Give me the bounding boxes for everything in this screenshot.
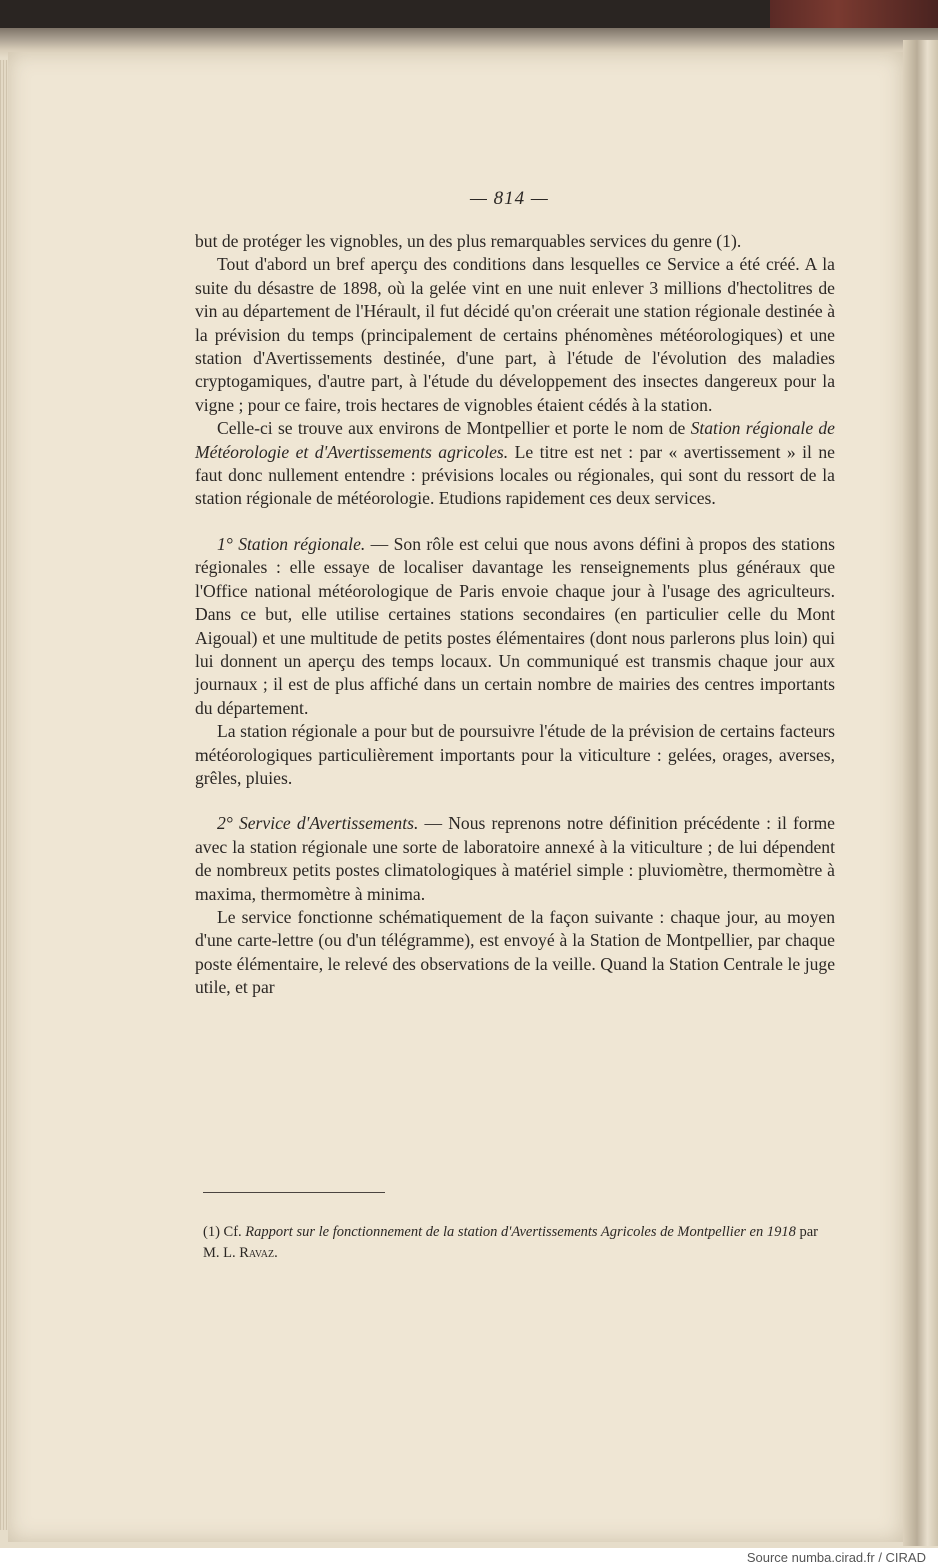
- paragraph-2-text: Tout d'abord un bref aperçu des conditions dans lesquelles ce Service a été créé. A la suite du désastre de 1898, où la gelée vint en une nuit enlever 3 millions d'hectolitres de vin au département de l'Hérault, il fut décidé qu'on créerait une station régionale destinée à la prévision du temps (principalement de certains phénomènes météorologiques) et une station d'Avertissements destinée, d'une part, à l'étude de l'évolution des maladies cryptogamiques, d'autre part, à l'étude du développement des insectes dangereux pour la vigne ; pour ce faire, trois hectares de vignobles étaient cédés à la station.: [195, 254, 835, 415]
- paragraph-1-text: but de protéger les vignobles, un des plus remarquables services du genre (1).: [195, 231, 742, 251]
- footnote-by: par M. L.: [203, 1224, 818, 1261]
- paragraph-2: [195, 253, 835, 417]
- paragraph-3: [195, 417, 835, 511]
- paragraph-6: [195, 812, 835, 906]
- footnote-divider: [203, 1192, 385, 1193]
- body-text: [195, 230, 835, 1000]
- paragraph-4: [195, 533, 835, 720]
- footnote-title: Rapport sur le fonctionnement de la station d'Avertissements Agricoles de Montpellier en 1918: [245, 1224, 796, 1240]
- paragraph-5-text: La station régionale a pour but de poursuivre l'étude de la prévision de certains facteurs météorologiques particulièrement importants pour la viticulture : gelées, orages, averses, grêles, pluies.: [195, 721, 835, 788]
- section-heading-2: 2° Service d'Avertissements.: [217, 813, 419, 834]
- paragraph-1: [195, 230, 835, 253]
- section-heading-1: 1° Station régionale.: [217, 533, 366, 554]
- footnote-author: Ravaz.: [239, 1245, 278, 1261]
- book-binding: [770, 0, 938, 30]
- source-label: Source numba.cirad.fr / CIRAD: [746, 1550, 926, 1565]
- paragraph-5: [195, 720, 835, 790]
- paragraph-3-italic: Station régionale de Météorologie et d'Avertissements agricoles.: [195, 418, 835, 462]
- paragraph-3-text: Celle-ci se trouve aux environs de Montpellier et porte le nom de: [217, 418, 686, 439]
- right-page-edge: [903, 40, 938, 1546]
- footnote-prefix: (1) Cf.: [203, 1224, 242, 1240]
- paragraph-7-text: Le service fonctionne schématiquement de la façon suivante : chaque jour, au moyen d'une carte-lettre (ou d'un télégramme), est envoyé à la Station de Montpellier, par chaque poste élémentaire, le relevé des observations de la veille. Quand la Station Centrale le juge utile, et par: [195, 906, 835, 998]
- page-number: — 814 —: [470, 188, 549, 209]
- paragraph-4-text: — Son rôle est celui que nous avons défini à propos des stations régionales : elle essaye de localiser davantage les renseignements plus généraux que l'Office national météorologique de Paris envoie chaque jour à l'usage des agriculteurs. Dans ce but, elle utilise certaines stations secondaires (en particulier celle du Mont Aigoual) et une multitude de petits postes élémentaires (dont nous parlerons plus loin) qui lui donnent un aperçu des temps locaux. Un communiqué est transmis chaque jour aux journaux ; il est de plus affiché dans un certain nombre de mairies des centres importants du département.: [195, 533, 835, 718]
- paragraph-6-text: — Nous reprenons notre définition précédente : il forme avec la station régionale une sorte de laboratoire annexé à la viticulture ; de lui dépendent de nombreux petits postes climatologiques à matériel simple : pluviomètre, thermomètre à maxima, thermomètre à minima.: [195, 813, 835, 904]
- footnote: [203, 1222, 835, 1264]
- paragraph-3-text-2: Le titre est net : par « avertissement » il ne faut donc nullement entendre : prévisions locales ou régionales, qui sont du ressort de la station régionale de météorologie. Etudions rapidement ces deux services.: [195, 441, 835, 509]
- paragraph-7: [195, 906, 835, 1000]
